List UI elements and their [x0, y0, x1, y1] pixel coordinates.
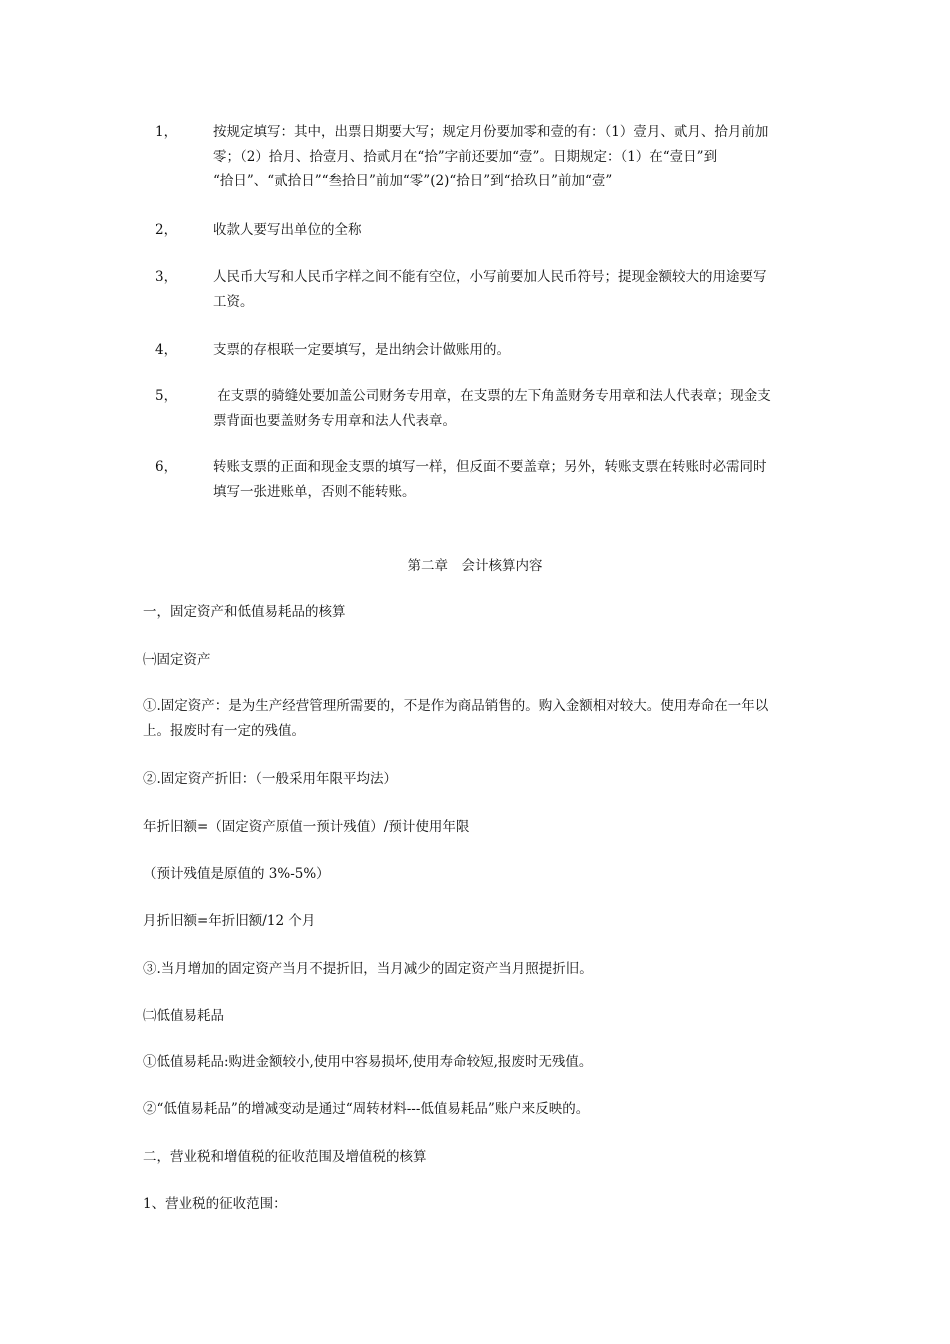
subsection-heading: [143, 1004, 815, 1029]
paragraph: [143, 1097, 815, 1122]
text-line: 支票的存根联一定要填写，是出纳会计做账用的。: [213, 342, 510, 358]
list-number: 6，: [155, 459, 178, 475]
formula-line: [143, 815, 815, 840]
paragraph: [143, 862, 815, 887]
paragraph: [143, 1050, 815, 1075]
list-number: 4，: [155, 342, 178, 358]
text-line: 月折旧额=年折旧额/12 个月: [143, 913, 316, 929]
list-text: [213, 218, 813, 243]
chapter-title: 第二章 会计核算内容: [407, 558, 543, 574]
text-line: 按规定填写：其中，出票日期要大写；规定月份要加零和壹的有：（1）壹月、贰月、拾月前加: [213, 124, 769, 140]
text-line: ②“低值易耗品”的增减变动是通过“周转材料---低值易耗品”账户来反映的。: [143, 1101, 590, 1117]
text-line: 在支票的骑缝处要加盖公司财务专用章，在支票的左下角盖财务专用章和法人代表章；现金支: [213, 388, 771, 404]
list-number: 3，: [155, 269, 178, 285]
text-line: 票背面也要盖财务专用章和法人代表章。: [213, 412, 456, 429]
paragraph: [143, 957, 815, 982]
text-line: 转账支票的正面和现金支票的填写一样，但反面不要盖章；另外，转账支票在转账时必需同时: [213, 459, 767, 475]
text-line: ㈠固定资产: [143, 652, 211, 668]
text-line: “拾日”、“贰拾日”“叁拾日”前加“零”(2)“拾日”到“拾玖日”前加“壹”: [213, 173, 613, 189]
text-line: ③.当月增加的固定资产当月不提折旧，当月减少的固定资产当月照提折旧。: [143, 961, 593, 977]
text-line: 零；（2）拾月、拾壹月、拾贰月在“拾”字前还要加“壹”。日期规定：（1）在“壹日”到: [213, 148, 718, 165]
text-line: 年折旧额=（固定资产原值一预计残值）/预计使用年限: [143, 819, 470, 835]
subsection-heading: [143, 1192, 815, 1217]
text-line: （预计残值是原值的 3%-5%）: [143, 866, 330, 882]
text-line: 收款人要写出单位的全称: [213, 222, 362, 238]
paragraph: [143, 694, 815, 743]
list-text: [213, 120, 813, 194]
section-heading: [143, 600, 815, 625]
text-line: ㈡低值易耗品: [143, 1008, 224, 1024]
list-number: 5，: [155, 388, 178, 404]
text-line: 一，固定资产和低值易耗品的核算: [143, 604, 346, 620]
text-line: 1、营业税的征收范围：: [143, 1196, 287, 1212]
text-line: 二，营业税和增值税的征收范围及增值税的核算: [143, 1149, 427, 1165]
list-number: 2，: [155, 222, 178, 238]
text-line: ①.固定资产：是为生产经营管理所需要的，不是作为商品销售的。购入金额相对较大。使用寿命在一年以: [143, 698, 769, 714]
text-line: ①低值易耗品:购进金额较小,使用中容易损坏,使用寿命较短,报废时无残值。: [143, 1054, 593, 1070]
text-line: 填写一张进账单，否则不能转账。: [213, 483, 416, 500]
list-text: [213, 384, 813, 433]
list-text: [213, 455, 813, 504]
text-line: 上。报废时有一定的残值。: [143, 722, 305, 739]
paragraph: [143, 767, 815, 792]
subsection-heading: [143, 648, 815, 673]
text-line: 人民币大写和人民币字样之间不能有空位，小写前要加人民币符号；提现金额较大的用途要写: [213, 269, 767, 285]
formula-line: [143, 909, 815, 934]
text-line: 工资。: [213, 293, 254, 310]
list-number: 1，: [155, 124, 178, 140]
list-text: [213, 265, 813, 314]
text-line: ②.固定资产折旧：（一般采用年限平均法）: [143, 771, 398, 787]
list-text: [213, 338, 813, 363]
section-heading: [143, 1145, 815, 1170]
